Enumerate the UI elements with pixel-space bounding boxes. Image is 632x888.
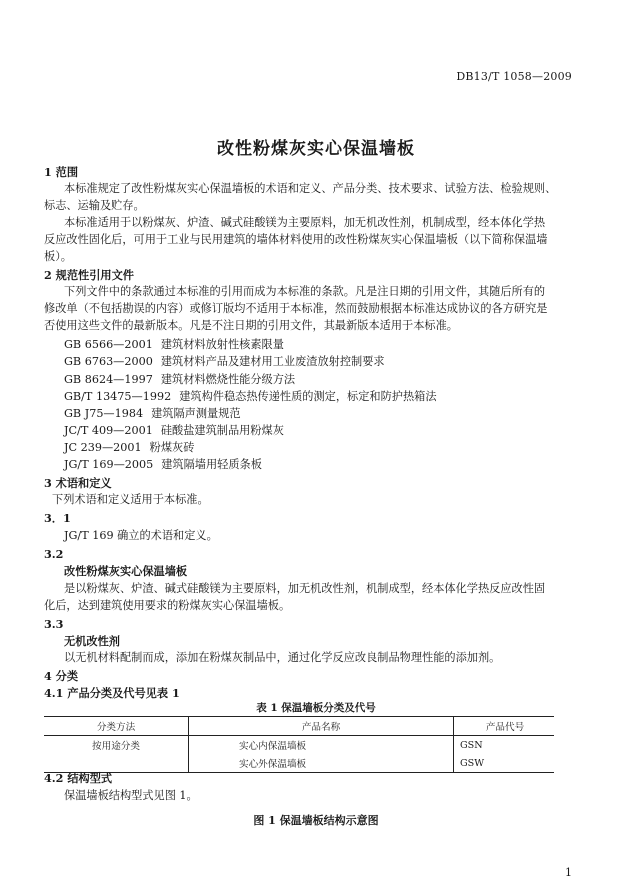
section-1-paragraph-2-line-1: 本标准适用于以粉煤灰、炉渣、碱式硅酸镁为主要原料，加无机改性剂，机制成型，经本体化学热 [64, 216, 546, 229]
section-2-heading: 2 规范性引用文件 [44, 268, 134, 282]
section-3-intro: 下列术语和定义适用于本标准。 [52, 493, 209, 506]
section-2-paragraph-line-1: 下列文件中的条款通过本标准的引用而成为本标准的条款。凡是注日期的引用文件，其随后所有的 [64, 285, 546, 298]
clause-4-2: 4.2 结构型式 [44, 771, 113, 785]
document-number: DB13/T 1058—2009 [456, 70, 572, 83]
reference-item [64, 441, 194, 455]
clause-3-2-number: 3.2 [44, 547, 64, 561]
table-row [44, 754, 554, 773]
table-row [44, 736, 554, 755]
clause-3-1-number: 3．1 [44, 511, 71, 525]
reference-item [64, 355, 385, 369]
section-3-heading: 3 术语和定义 [44, 476, 112, 490]
reference-code: JC/T 409—2001 [64, 424, 153, 437]
reference-title: 建筑隔墙用轻质条板 [161, 458, 262, 471]
table-cell: 实心外保温墙板 [189, 754, 454, 773]
table-1-caption: 表 1 保温墙板分类及代号 [256, 702, 376, 714]
clause-4-2-text: 保温墙板结构型式见图 1。 [64, 789, 198, 802]
reference-title: 建筑材料燃烧性能分级方法 [160, 373, 296, 386]
section-2-paragraph-line-2: 修改单（不包括勘误的内容）或修订版均不适用于本标准，然而鼓励根据本标准达成协议的各方研究是 [44, 302, 548, 315]
document-title: 改性粉煤灰实心保温墙板 [217, 139, 415, 159]
section-2-paragraph-line-3: 否使用这些文件的最新版本。凡是不注日期的引用文件，其最新版本适用于本标准。 [44, 319, 458, 332]
table-header-cell: 产品名称 [189, 717, 454, 736]
reference-title: 建筑构件稳态热传递性质的测定，标定和防护热箱法 [179, 390, 437, 403]
clause-3-3-definition: 以无机材料配制而成，添加在粉煤灰制品中，通过化学反应改良制品物理性能的添加剂。 [64, 651, 501, 664]
clause-3-1-text: JG/T 169 确立的术语和定义。 [64, 529, 218, 542]
section-1-paragraph-2-line-3: 板）。 [44, 250, 72, 263]
reference-item [64, 373, 295, 387]
reference-item [64, 458, 262, 472]
reference-code: GB J75—1984 [64, 407, 144, 420]
clause-4-1: 4.1 产品分类及代号见表 1 [44, 686, 180, 700]
clause-3-2-definition-line-2: 化后，达到建筑使用要求的粉煤灰实心保温墙板。 [44, 599, 291, 612]
figure-1-caption: 图 1 保温墙板结构示意图 [253, 814, 379, 827]
section-1-paragraph-1-line-2: 标志、运输及贮存。 [44, 199, 145, 212]
section-4-heading: 4 分类 [44, 669, 79, 683]
table-cell: 实心内保温墙板 [189, 736, 454, 755]
section-1-paragraph-2-line-2: 反应改性固化后，可用于工业与民用建筑的墙体材料使用的改性粉煤灰实心保温墙板（以下简称保温墙 [44, 233, 548, 246]
table-header-row [44, 717, 554, 736]
reference-title: 建筑材料放射性核素限量 [160, 338, 284, 351]
table-cell: 按用途分类 [44, 736, 189, 755]
clause-3-2-term: 改性粉煤灰实心保温墙板 [64, 564, 188, 578]
reference-code: GB 8624—1997 [64, 373, 153, 386]
reference-title: 硅酸盐建筑制品用粉煤灰 [160, 424, 284, 437]
clause-3-3-term: 无机改性剂 [64, 634, 120, 648]
reference-item [64, 390, 437, 404]
reference-code: GB/T 13475—1992 [64, 390, 172, 403]
table-cell: GSN [460, 739, 483, 751]
page-number: 1 [565, 866, 572, 879]
reference-item [64, 424, 284, 438]
table-header-cell: 产品代号 [454, 717, 555, 736]
table-cell [44, 754, 189, 773]
reference-code: GB 6763—2000 [64, 355, 153, 368]
clause-3-2-definition-line-1: 是以粉煤灰、炉渣、碱式硅酸镁为主要原料，加无机改性剂，机制成型，经本体化学热反应改性固 [64, 582, 546, 595]
reference-title: 建筑材料产品及建材用工业废渣放射控制要求 [160, 355, 385, 368]
section-1-paragraph-1-line-1: 本标准规定了改性粉煤灰实心保温墙板的术语和定义、产品分类、技术要求、试验方法、检验规则、 [64, 182, 557, 195]
reference-item [64, 407, 241, 421]
section-1-heading: 1 范围 [44, 165, 79, 179]
classification-table [44, 716, 554, 773]
reference-title: 粉煤灰砖 [149, 441, 195, 454]
table-cell: GSW [454, 754, 555, 773]
reference-code: GB 6566—2001 [64, 338, 153, 351]
reference-item [64, 338, 284, 352]
reference-title: 建筑隔声测量规范 [151, 407, 241, 420]
table-header-cell: 分类方法 [44, 717, 189, 736]
reference-code: JC 239—2001 [64, 441, 142, 454]
clause-3-3-number: 3.3 [44, 617, 64, 631]
reference-code: JG/T 169—2005 [64, 458, 154, 471]
